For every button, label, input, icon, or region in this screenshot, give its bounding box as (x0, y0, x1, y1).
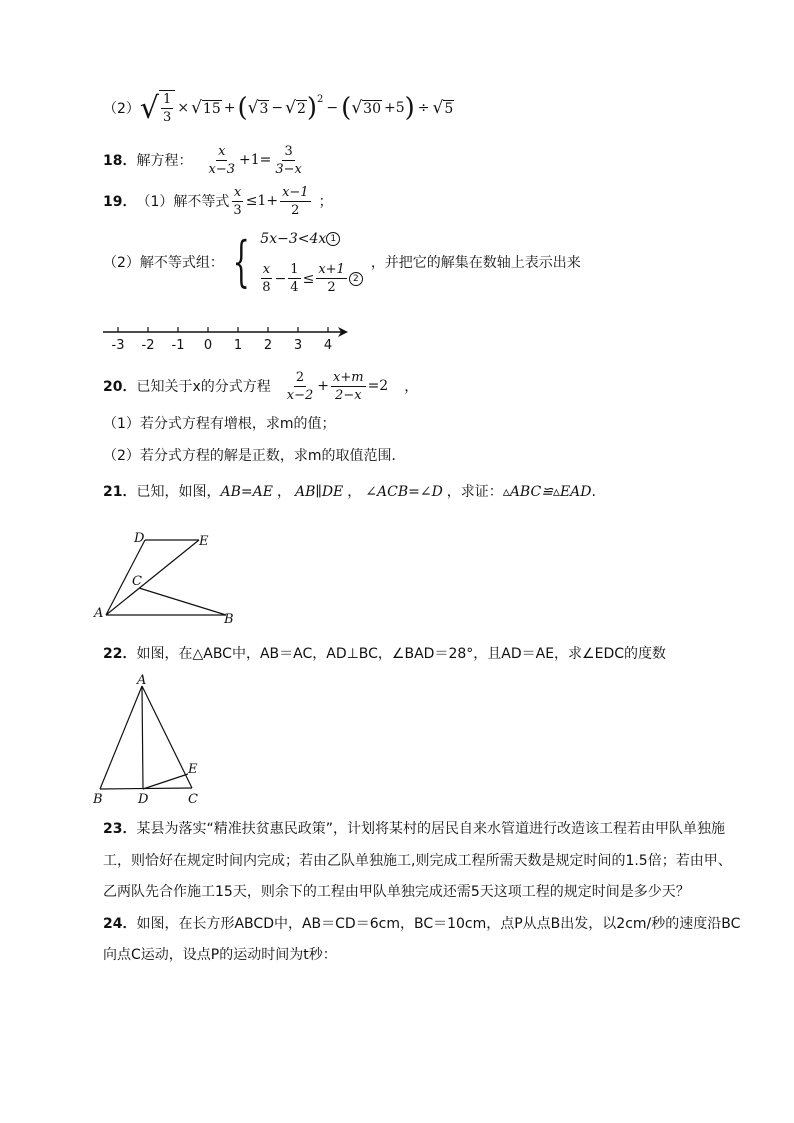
q22 (103, 644, 666, 664)
q19-part2 (103, 228, 581, 296)
fraction (331, 369, 366, 404)
radical-sign: √ (351, 98, 363, 118)
radical-sign: √ (139, 90, 160, 126)
q19-p2-label: （2）解不等式组： (103, 255, 224, 271)
segment-AD (142, 686, 143, 789)
frac-num: x+1 (318, 262, 345, 277)
minus-sign: − (271, 100, 284, 116)
q20 (103, 367, 418, 405)
label-B: B (224, 612, 234, 627)
q23-line1 (103, 819, 725, 839)
frac-num: x−1 (282, 184, 309, 200)
q19-p2-end: ，并把它的解集在数轴上表示出来 (370, 255, 581, 271)
paren-open: ( (237, 93, 248, 123)
axis-tick-label: 3 (293, 338, 303, 353)
frac-den: 3 (233, 202, 242, 218)
question-number: 23． (103, 821, 137, 837)
label-B: B (93, 792, 103, 807)
circled-number: 1 (326, 232, 340, 246)
label-A: A (94, 606, 104, 621)
inequality-2 (260, 261, 363, 296)
condition-3: ∠ACB=∠D (365, 484, 443, 500)
frac-den: 3−x (275, 161, 302, 177)
q21-text: ，求证： (446, 484, 503, 500)
fraction (260, 261, 272, 296)
frac-num: 1 (290, 262, 299, 277)
axis-tick-label: 4 (323, 338, 333, 353)
condition-1: AB=AE (220, 484, 273, 500)
period: . (591, 484, 596, 500)
fraction (285, 369, 316, 404)
segment-CB (139, 588, 226, 615)
radicand: 30 (363, 100, 381, 117)
q20-text: 已知关于x的分式方程 (136, 379, 271, 395)
plus-five: +5 (383, 100, 405, 116)
axis-tick-label: 1 (233, 338, 243, 353)
frac-den: 4 (290, 280, 299, 295)
q24-text: 如图，在长方形ABCD中，AB＝CD＝6cm，BC＝10cm，点P从点B出发，以2cm/秒的速度沿BC (136, 916, 741, 932)
q18 (103, 142, 306, 178)
fraction (288, 261, 300, 296)
times-sign: × (177, 100, 190, 116)
frac-num: 2 (295, 369, 305, 385)
question-number: 19． (103, 194, 137, 210)
system-brace: { (232, 230, 250, 293)
fraction (280, 184, 311, 219)
paren-close: ) (306, 93, 318, 123)
paren-open: ( (341, 93, 352, 123)
fraction (231, 184, 243, 219)
frac-num: 3 (284, 143, 293, 159)
plus-sign: + (317, 378, 330, 394)
comma: ， (404, 379, 419, 395)
q17-label: （2） (103, 101, 140, 117)
inequality-1 (260, 228, 363, 250)
axis-tick-label: -2 (141, 338, 155, 353)
figure-q21 (90, 526, 250, 628)
radicand: 15 (202, 100, 221, 117)
q20-part1: （1）若分式方程有增根，求m的值； (103, 416, 336, 432)
question-number: 18． (103, 153, 137, 169)
number-line (98, 318, 358, 358)
question-number: 21． (103, 484, 137, 500)
segment-AC (142, 686, 192, 788)
q22-text: 如图，在△ABC中，AB＝AC，AD⊥BC，∠BAD＝28°，且AD＝AE，求∠EDC的度数 (136, 646, 666, 662)
frac-den: 2 (291, 202, 300, 218)
radicand-fraction (159, 90, 175, 126)
q21-text: ， (347, 484, 362, 500)
fraction (273, 143, 304, 178)
frac-num: 1 (163, 92, 172, 107)
q23-line3: 乙两队先合作施工15天，则余下的工程由甲队单独完成还需5天这项工程的规定时间是多少天？ (103, 884, 690, 900)
equals-two: =2 (367, 378, 389, 394)
exponent: 2 (317, 94, 324, 105)
q21-text: ， (276, 484, 291, 500)
q23-line2: 工，则恰好在规定时间内完成；若由乙队单独施工,则完成工程所需天数是规定时间的1.5倍；若由甲、 (103, 853, 732, 869)
axis-tick-label: -3 (111, 338, 125, 353)
le-sign: ≤ (302, 270, 315, 287)
condition-2: AB∥DE (294, 484, 344, 500)
question-number: 24． (103, 916, 137, 932)
plus-sign: + (223, 100, 236, 116)
question-number: 20． (103, 379, 137, 395)
segment-DE (143, 774, 188, 789)
label-D: D (134, 531, 145, 546)
radical-sign: √ (191, 98, 202, 118)
frac-den: 2 (327, 280, 336, 295)
divide-sign: ÷ (417, 100, 430, 116)
segment-AB (100, 686, 142, 789)
minus-sign: − (274, 270, 287, 287)
frac-den: 3 (163, 110, 172, 125)
frac-den: 8 (262, 280, 271, 295)
q21 (103, 482, 596, 502)
q24-line2: 向点C运动，设点P的运动时间为t秒： (103, 947, 337, 963)
frac-num: x (262, 262, 271, 277)
q19-p1-label: （1）解不等式 (136, 194, 230, 210)
q21-text: 已知，如图， (136, 484, 221, 500)
q19-part1 (103, 183, 333, 219)
fraction (206, 143, 237, 178)
radicand: 3 (259, 100, 269, 117)
figure-q22 (86, 672, 212, 810)
conclusion: ▵ABC≌▵EAD (502, 484, 592, 500)
frac-num: x (218, 143, 226, 159)
axis-tick-label: -1 (171, 338, 185, 353)
label-C: C (132, 574, 142, 589)
label-E: E (199, 534, 209, 549)
label-D: D (138, 792, 149, 807)
minus-sign: − (326, 100, 339, 116)
radical-sign: √ (432, 98, 444, 118)
circled-number: 2 (349, 272, 363, 286)
segment-AE (106, 540, 199, 615)
q17-part2 (103, 88, 454, 128)
le-one-plus: ≤1+ (245, 193, 279, 209)
q24-line1 (103, 914, 740, 934)
frac-den: 2−x (335, 387, 362, 403)
label-E: E (188, 762, 198, 777)
q20-part2: （2）若分式方程的解是正数，求m的取值范围． (103, 448, 406, 464)
axis-tick-label: 0 (203, 338, 213, 353)
axis-tick-label: 2 (263, 338, 273, 353)
semicolon: ； (318, 194, 333, 210)
label-A: A (137, 673, 147, 688)
q18-text: 解方程： (136, 153, 193, 169)
radicand: 2 (296, 100, 306, 117)
inequality-text: 5x−3<4x (260, 231, 327, 247)
label-C: C (188, 792, 198, 807)
inequality-system (260, 228, 363, 296)
frac-den: x−2 (286, 387, 314, 403)
question-number: 22． (103, 646, 137, 662)
fraction (316, 261, 347, 296)
plus-one-equals: +1= (238, 152, 272, 168)
radical-sign: √ (247, 98, 259, 118)
radicand: 5 (444, 100, 454, 117)
q23-text: 某县为落实“精准扶贫惠民政策”，计划将某村的居民自来水管道进行改造该工程若由甲队单独施 (136, 821, 725, 837)
frac-den: x−3 (208, 161, 235, 177)
frac-num: x (233, 184, 242, 200)
frac-num: x+m (333, 369, 364, 385)
paren-close: ) (404, 93, 415, 123)
radical-sign: √ (285, 98, 296, 118)
